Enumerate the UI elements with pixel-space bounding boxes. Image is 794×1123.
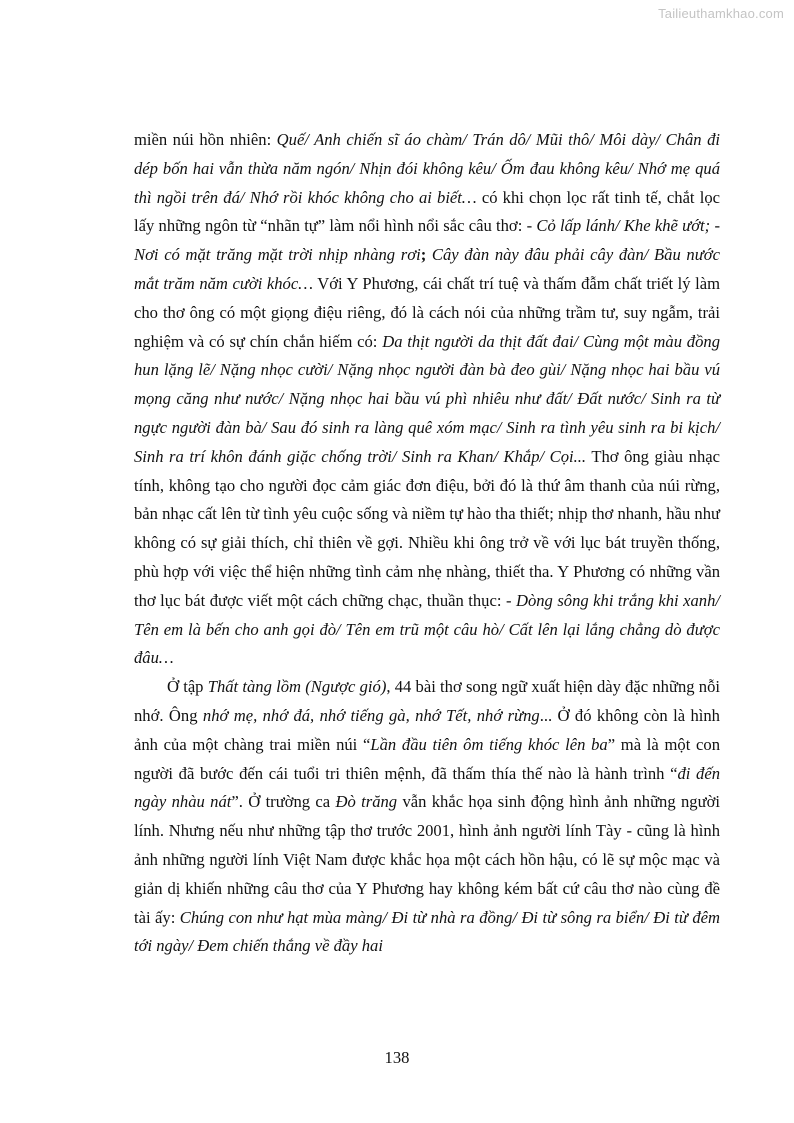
text-run: vẫn khắc họa sinh động hình ảnh những người lính. Nhưng nếu như những tập thơ trước 2001, hình ảnh người lính Tày - cũng là hình ảnh những người lính Việt Nam được khắc họa một cách hồn hậu, có lẽ sự mộc mạc và giản dị khiến những câu thơ của Y Phương hay không kém bất cứ câu thơ nào cùng đề tài ấy: [134,792,720,927]
text-run: , 44 bài thơ song ngữ xuất hiện dày đặc những nỗi nhớ. Ông [134,677,721,725]
italic-quote-run: Đò trăng [335,792,398,812]
text-run: Với Y Phương, cái chất trí tuệ và thấm đẫm chất triết lý làm cho thơ ông có một giọng điệu riêng, đó là cách nói của những trầm tư, suy ngẫm, trải nghiệm và có sự chín chắn hiếm có: [134,273,721,351]
text-run: ” mà là một con người đã bước đến cái tuổi tri thiên mệnh, đã thấm thía thế nào là hành trình “ [134,734,720,783]
watermark: Tailieuthamkhao.com [658,6,784,21]
text-run: miền núi hồn nhiên: [134,130,277,149]
italic-quote-run: nhớ mẹ, nhớ đá, nhớ tiếng gà, nhớ Tết, nhớ rừng [202,705,540,725]
paragraph-2 [134,673,720,961]
italic-quote-run: Lần đầu tiên ôm tiếng khóc lên ba [370,734,608,754]
italic-quote-run: Da thịt người da thịt đất đai/ Cùng một màu đồng hun lặng lẽ/ Nặng nhọc cười/ Nặng nhọc người đàn bà đeo gùi/ Nặng nhọc hai bầu vú mọng căng như nước/ Nặng nhọc hai bầu vú phì nhiêu như đất/ Đất nước/ Sinh ra từ ngực người đàn bà/ Sau đó sinh ra làng quê xóm mạc/ Sinh ra tình yêu sinh ra bi kịch/ Sinh ra trí khôn đánh giặc chống trời/ Sinh ra Khan/ Khắp/ Cọi... [134,331,720,466]
italic-quote-run: Cây đàn này đâu phải cây đàn/ Bầu nước mắt trăm năm cười khóc… [134,245,720,293]
page-number: 138 [384,1048,410,1067]
italic-quote-run: Thất tàng lồm (Ngược gió) [207,677,387,697]
text-run: có khi chọn lọc rất tinh tế, chắt lọc lấy những ngôn từ “nhãn tự” làm nổi hình nổi sắc câu thơ: - [134,187,720,236]
document-body [134,126,720,961]
text-run: ; [420,245,427,265]
italic-quote-run: đi đến ngày nhàu nát [134,763,720,812]
paragraph-1 [134,126,720,673]
italic-quote-run: Cỏ lấp lánh/ Khe khẽ ướt; - Nơi có mặt trăng mặt trời nhịp nhàng rơi [134,216,720,265]
text-run: Thơ ông giàu nhạc tính, không tạo cho người đọc cảm giác đơn điệu, bởi đó là thứ âm thanh của núi rừng, bản nhạc cất lên từ tình yêu cuộc sống và niềm tự hào tha thiết; nhịp thơ nhanh, hầu như không có sự giải thích, chỉ thiên về gợi. Nhiều khi ông trở về với lục bát truyền thống, phù hợp với việc thể hiện những tình cảm nhẹ nhàng, thiết tha. Y Phương có những vần thơ lục bát được viết một cách chững chạc, thuần thục: - [134,446,720,610]
italic-quote-run: Dòng sông khi trắng khi xanh/ Tên em là bến cho anh gọi đò/ Tên em trũ một câu hò/ Cất lên lại lắng chẳng dò được đâu… [134,590,720,668]
italic-quote-run: Chúng con như hạt mùa màng/ Đi từ nhà ra đồng/ Đi từ sông ra biển/ Đi từ đêm tới ngày/ Đem chiến thắng về đầy hai [134,907,720,956]
text-run: ”. Ở trường ca [231,792,336,812]
italic-quote-run: Quế/ Anh chiến sĩ áo chàm/ Trán dô/ Mũi thô/ Môi dày/ Chân đi dép bốn hai vẫn thừa năm ngón/ Nhịn đói không kêu/ Ốm đau không kêu/ Nhớ mẹ quá thì ngồi trên đá/ Nhớ rồi khóc không cho ai biết… [134,130,720,207]
text-run: ... Ở đó không còn là hình ảnh của một chàng trai miền núi “ [134,705,720,754]
text-run: Ở tập [167,677,208,697]
